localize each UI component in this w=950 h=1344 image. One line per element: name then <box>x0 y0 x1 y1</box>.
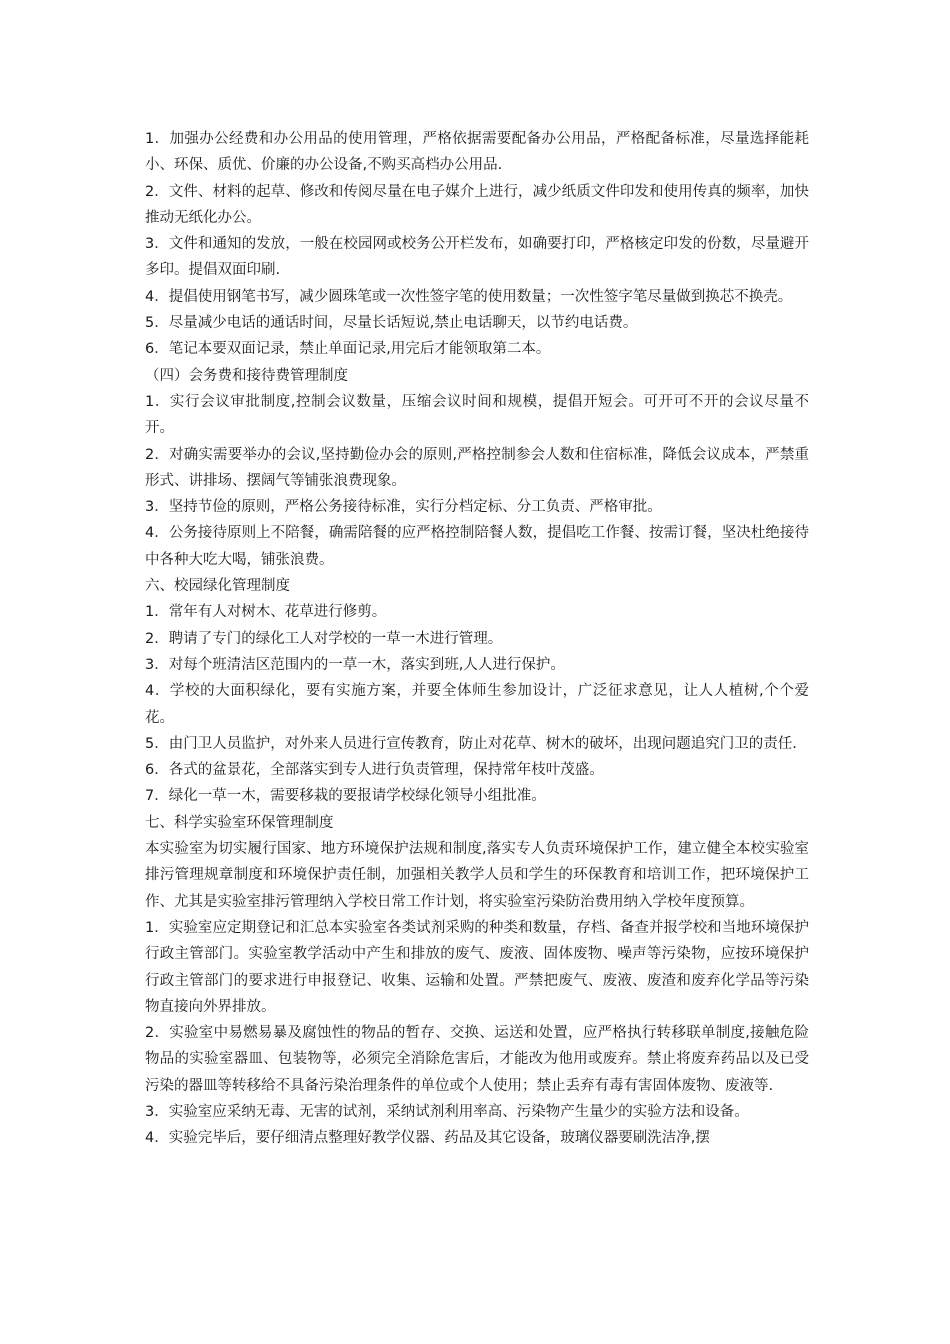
paragraph-greening-2: 2．聘请了专门的绿化工人对学校的一草一木进行管理。 <box>145 630 503 647</box>
paragraph-greening-5: 5．由门卫人员监护，对外来人员进行宣传教育，防止对花草、树木的破坏，出现问题追究门卫的责任. <box>145 735 797 752</box>
paragraph-greening-7: 7．绿化一草一木，需要移栽的要报请学校绿化领导小组批准。 <box>145 788 546 805</box>
paragraph-office-supplies: 1．加强办公经费和办公用品的使用管理，严格依据需要配备办公用品，严格配备标准，尽量选择能耗小、环保、质优、价廉的办公设备,不购买高档办公用品. <box>145 131 809 174</box>
paragraph-notices: 3．文件和通知的发放，一般在校园网或校务公开栏发布，如确要打印，严格核定印发的份数，尽量避开多印。提倡双面印刷. <box>145 236 809 279</box>
paragraph-pens: 4．提倡使用钢笔书写，减少圆珠笔或一次性签字笔的使用数量；一次性签字笔尽量做到换芯不换壳。 <box>145 288 793 305</box>
paragraph-lab-1: 1．实验室应定期登记和汇总本实验室各类试剂采购的种类和数量，存档、备查并报学校和当地环境保护行政主管部门。实验室教学活动中产生和排放的废气、废液、固体废物、噪声等污染物，应按环境保护行政主管部门的要求进行申报登记、收集、运输和处置。严禁把废气、废液、废渣和废弃化学品等污染物直接向外界排放。 <box>145 919 809 1015</box>
paragraph-greening-6: 6．各式的盆景花，全部落实到专人进行负责管理，保持常年枝叶茂盛。 <box>145 762 604 779</box>
paragraph-meeting-frugal: 2．对确实需要举办的会议,坚持勤俭办会的原则,严格控制参会人数和住宿标准，降低会议成本，严禁重形式、讲排场、摆阔气等铺张浪费现象。 <box>145 446 809 489</box>
paragraph-notebook: 6．笔记本要双面记录，禁止单面记录,用完后才能领取第二本。 <box>145 341 551 358</box>
paragraph-reception-meals: 4．公务接待原则上不陪餐，确需陪餐的应严格控制陪餐人数，提倡吃工作餐、按需订餐，坚决杜绝接待中各种大吃大喝，铺张浪费。 <box>145 525 809 568</box>
section-heading-meeting-reception: （四）会务费和接待费管理制度 <box>145 367 348 384</box>
document-body <box>145 126 809 1152</box>
paragraph-lab-intro: 本实验室为切实履行国家、地方环境保护法规和制度,落实专人负责环境保护工作，建立健全本校实验室排污管理规章制度和环境保护责任制，加强相关教学人员和学生的环保教育和培训工作，把环境保护工作、尤其是实验室排污管理纳入学校日常工作计划，将实验室污染防治费用纳入学校年度预算。 <box>145 841 809 910</box>
paragraph-lab-4: 4．实验完毕后，要仔细清点整理好教学仪器、药品及其它设备，玻璃仪器要刷洗洁净,摆 <box>145 1130 710 1147</box>
paragraph-greening-4: 4．学校的大面积绿化，要有实施方案，并要全体师生参加设计，广泛征求意见，让人人植树,个个爱花。 <box>145 683 809 726</box>
section-heading-lab-environment: 七、科学实验室环保管理制度 <box>145 814 334 831</box>
paragraph-lab-3: 3．实验室应采纳无毒、无害的试剂，采纳试剂利用率高、污染物产生量少的实验方法和设备。 <box>145 1103 749 1120</box>
paragraph-greening-3: 3．对每个班清洁区范围内的一草一木，落实到班,人人进行保护。 <box>145 656 565 673</box>
paragraph-paperless: 2．文件、材料的起草、修改和传阅尽量在电子媒介上进行，减少纸质文件印发和使用传真的频率，加快推动无纸化办公。 <box>145 183 809 226</box>
paragraph-reception-standard: 3．坚持节俭的原则，严格公务接待标准，实行分档定标、分工负责、严格审批。 <box>145 499 662 516</box>
section-heading-greening: 六、校园绿化管理制度 <box>145 578 290 595</box>
paragraph-lab-2: 2．实验室中易燃易暴及腐蚀性的物品的暂存、交换、运送和处置，应严格执行转移联单制度,接触危险物品的实验室器皿、包装物等，必须完全消除危害后，才能改为他用或废弃。禁止将废弃药品以及已受污染的器皿等转移给不具备污染治理条件的单位或个人使用；禁止丢弃有毒有害固体废物、废液等. <box>145 1025 809 1094</box>
paragraph-greening-1: 1．常年有人对树木、花草进行修剪。 <box>145 604 387 621</box>
paragraph-phone: 5．尽量减少电话的通话时间，尽量长话短说,禁止电话聊天，以节约电话费。 <box>145 315 638 332</box>
paragraph-meeting-approval: 1．实行会议审批制度,控制会议数量，压缩会议时间和规模，提倡开短会。可开可不开的会议尽量不开。 <box>145 393 809 437</box>
